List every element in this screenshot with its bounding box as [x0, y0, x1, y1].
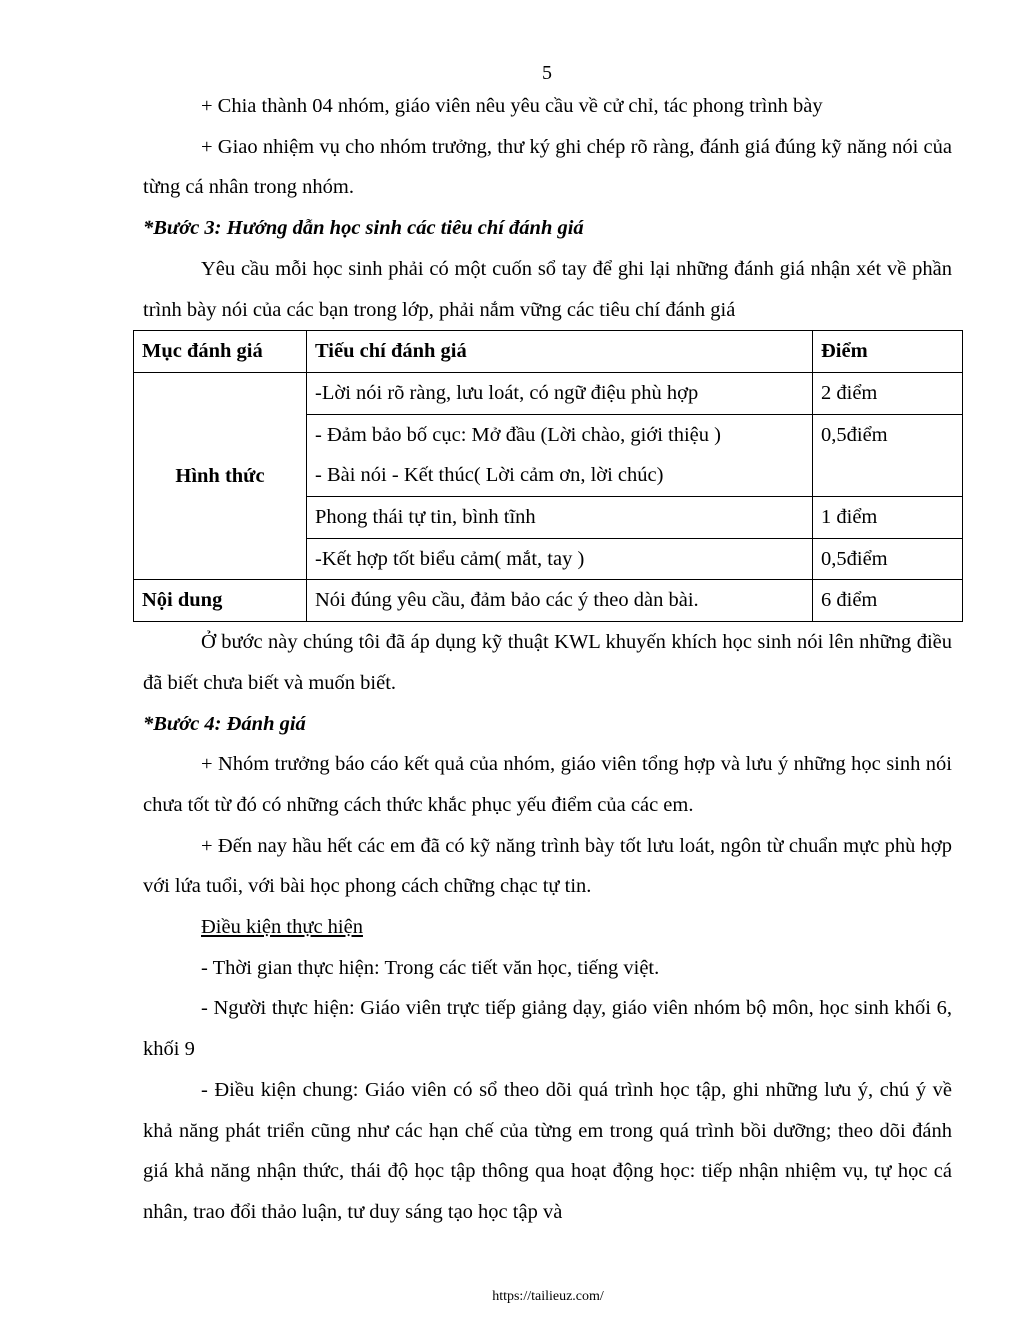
intro-paragraph-1: + Chia thành 04 nhóm, giáo viên nêu yêu cầu về cử chỉ, tác phong trình bày	[201, 95, 823, 117]
step4-heading: *Bước 4: Đánh giá	[143, 712, 306, 735]
page-number: 5	[542, 62, 552, 84]
criteria-cell: -Lời nói rõ ràng, lưu loát, có ngữ điệu phù hợp	[307, 372, 813, 414]
criteria-cell: Phong thái tự tin, bình tĩnh	[307, 497, 813, 539]
header-muc-danh-gia: Mục đánh giá	[134, 331, 307, 373]
intro-paragraph-2: + Giao nhiệm vụ cho nhóm trưởng, thư ký ghi chép rõ ràng, đánh giá đúng kỹ năng nói của từng cá nhân trong nhóm.	[143, 135, 952, 199]
category-hinh-thuc: Hình thức	[134, 372, 307, 580]
criteria-cell: -Kết hợp tốt biểu cảm( mắt, tay )	[307, 538, 813, 580]
score-cell: 1 điểm	[813, 497, 963, 539]
step4-paragraph-2: + Đến nay hầu hết các em đã có kỹ năng trình bày tốt lưu loát, ngôn từ chuẩn mực phù hợp với lứa tuổi, với bài học phong cách chững chạc tự tin.	[143, 834, 952, 898]
table-row	[134, 372, 963, 414]
score-cell: 2 điểm	[813, 372, 963, 414]
conditions-heading-line	[143, 907, 952, 948]
condition-general: - Điều kiện chung: Giáo viên có sổ theo dõi quá trình học tập, ghi những lưu ý, chú ý về khả năng phát triển cũng như các hạn chế của từng em trong quá trình bồi dưỡng; theo dõi đánh giá khả năng nhận thức, thái độ học tập thông qua hoạt động học: tiếp nhận nhiệm vụ, tự học cá nhân, trao đổi thảo luận, tư duy sáng tạo học tập và	[143, 1078, 952, 1223]
step3-paragraph: Yêu cầu mỗi học sinh phải có một cuốn sổ tay để ghi lại những đánh giá nhận xét về phần trình bày nói của các bạn trong lớp, phải nắm vững các tiêu chí đánh giá	[143, 257, 952, 321]
header-diem: Điểm	[813, 331, 963, 373]
score-cell: 0,5điểm	[813, 414, 963, 496]
step3-heading: *Bước 3: Hướng dẫn học sinh các tiêu chí đánh giá	[143, 217, 584, 240]
evaluation-criteria-table	[133, 330, 963, 622]
step4-paragraph-1: + Nhóm trưởng báo cáo kết quả của nhóm, giáo viên tổng hợp và lưu ý những học sinh nói chưa tốt từ đó có những cách thức khắc phục yếu điểm của các em.	[143, 753, 952, 816]
score-cell: 0,5điểm	[813, 538, 963, 580]
after-table-paragraph: Ở bước này chúng tôi đã áp dụng kỹ thuật KWL khuyến khích học sinh nói lên những điều đã biết chưa biết và muốn biết.	[143, 631, 952, 694]
criteria-cell: Nói đúng yêu cầu, đảm bảo các ý theo dàn bài.	[307, 580, 813, 622]
table-header-row	[134, 331, 963, 373]
condition-person: - Người thực hiện: Giáo viên trực tiếp giảng dạy, giáo viên nhóm bộ môn, học sinh khối 6, khối 9	[143, 997, 952, 1061]
header-tieu-chi: Tiếu chí đánh giá	[307, 331, 813, 373]
table-row	[134, 580, 963, 622]
score-cell: 6 điểm	[813, 580, 963, 622]
condition-time: - Thời gian thực hiện: Trong các tiết văn học, tiếng việt.	[201, 956, 660, 979]
criteria-cell: - Bài nói - Kết thúc( Lời cảm ơn, lời chúc)	[307, 455, 813, 496]
document-body	[143, 86, 952, 1233]
category-noi-dung: Nội dung	[134, 580, 307, 622]
criteria-cell: - Đảm bảo bố cục: Mở đầu (Lời chào, giới thiệu )	[307, 414, 813, 455]
footer-url: https://tailieuz.com/	[492, 1289, 604, 1304]
conditions-heading: Điều kiện thực hiện	[201, 916, 363, 939]
